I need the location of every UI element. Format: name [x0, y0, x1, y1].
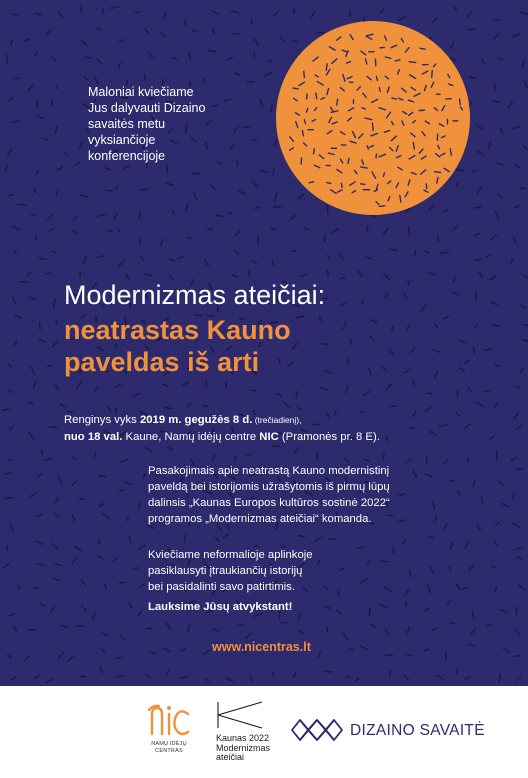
circle-dash [435, 172, 441, 173]
invitation-line: Jus dalyvauti Dizaino [88, 101, 206, 115]
circle-dash [361, 184, 365, 185]
description-paragraph [148, 463, 468, 527]
event-date: 2019 m. gegužės 8 d. [139, 414, 253, 426]
dizaino-savaite-text: DIZAINO SAVAITĖ [350, 722, 485, 739]
dizaino-savaite-logo-icon [290, 715, 344, 745]
circle-dash [293, 88, 298, 89]
kaunas-caption [216, 734, 296, 763]
description-line: paveldą bei istorijomis užrašytomis iš pirmų lūpų [148, 481, 390, 493]
kaunas-caption-line: Modernizmas [216, 742, 271, 753]
circle-dash [432, 71, 433, 78]
circle-dash [376, 77, 377, 81]
kaunas-caption-line: ateičiai [216, 752, 245, 762]
event-venue: NIC [259, 431, 279, 443]
closing-text: Lauksime Jūsų atvykstant! [148, 601, 293, 613]
circle-dash [327, 183, 331, 184]
invitation-line: Maloniai kviečiame [88, 85, 194, 99]
invitation-line: vyksiančioje [88, 133, 156, 147]
circle-dash [341, 183, 342, 187]
invitation-text [88, 84, 248, 164]
description-line: programos „Modernizmas ateičiai“ komanda. [148, 513, 372, 525]
event-address: (Pramonės pr. 8 E). [278, 431, 380, 443]
event-date-line [64, 412, 484, 429]
invitation-line: savaitės metu [88, 117, 166, 131]
event-details [64, 412, 484, 446]
nic-caption [144, 741, 194, 755]
circle-dash [420, 48, 425, 49]
circle-dash [460, 99, 461, 105]
orange-circle [276, 21, 470, 215]
invitation-paragraph [148, 547, 468, 595]
website-link[interactable]: www.nicentras.lt [212, 640, 311, 654]
circle-dash [379, 88, 380, 92]
title-bold-line: neatrastas Kauno [64, 315, 291, 345]
event-place: Kaune, Namų idėjų centre [122, 431, 260, 443]
circle-dash [304, 71, 305, 77]
circle-dash [337, 99, 338, 105]
circle-dash [306, 94, 307, 99]
title-light: Modernizmas ateičiai: [64, 280, 326, 310]
logo-footer [0, 686, 528, 778]
dizaino-savaite-logo [290, 714, 490, 746]
nic-logo [144, 700, 194, 764]
kaunas-caption-line: Kaunas 2022 [216, 733, 270, 743]
title-bold-line: paveldas iš arti [64, 347, 260, 377]
kaunas-2022-logo [216, 700, 286, 764]
event-place-line [64, 429, 484, 446]
circle-dash [316, 93, 317, 98]
invitation-paragraph-line: bei pasidalinti savo patirtimis. [148, 581, 295, 593]
circle-dash [309, 182, 314, 183]
event-time: nuo 18 val. [64, 431, 123, 443]
title-bold [64, 314, 291, 378]
nic-caption-line: NAMŲ IDĖJŲ [151, 741, 187, 747]
circle-dash [409, 62, 416, 63]
description-line: Pasakojimais apie neatrastą Kauno modernistinį [148, 465, 390, 477]
circle-dash [326, 64, 327, 70]
circle-dash [372, 123, 373, 130]
kaunas-2022-logo-icon [216, 700, 264, 730]
invitation-paragraph-line: pasiklausyti įtraukiančių istorijų [148, 565, 303, 577]
invitation-line: konferencijoje [88, 149, 166, 163]
nic-caption-line: CENTRAS [155, 748, 183, 754]
event-weekday: (trečiadienį), [252, 415, 302, 425]
circle-dash [400, 195, 401, 202]
circle-dash [302, 131, 303, 136]
circle-dash [314, 149, 315, 154]
nic-logo-icon [144, 700, 194, 740]
circle-dash [379, 206, 384, 207]
description-line: dalinsis „Kaunas Europos kultūros sostinė 2022“ [148, 497, 390, 509]
event-prefix: Renginys vyks [64, 414, 140, 426]
invitation-paragraph-line: Kviečiame neformalioje aplinkoje [148, 549, 313, 561]
